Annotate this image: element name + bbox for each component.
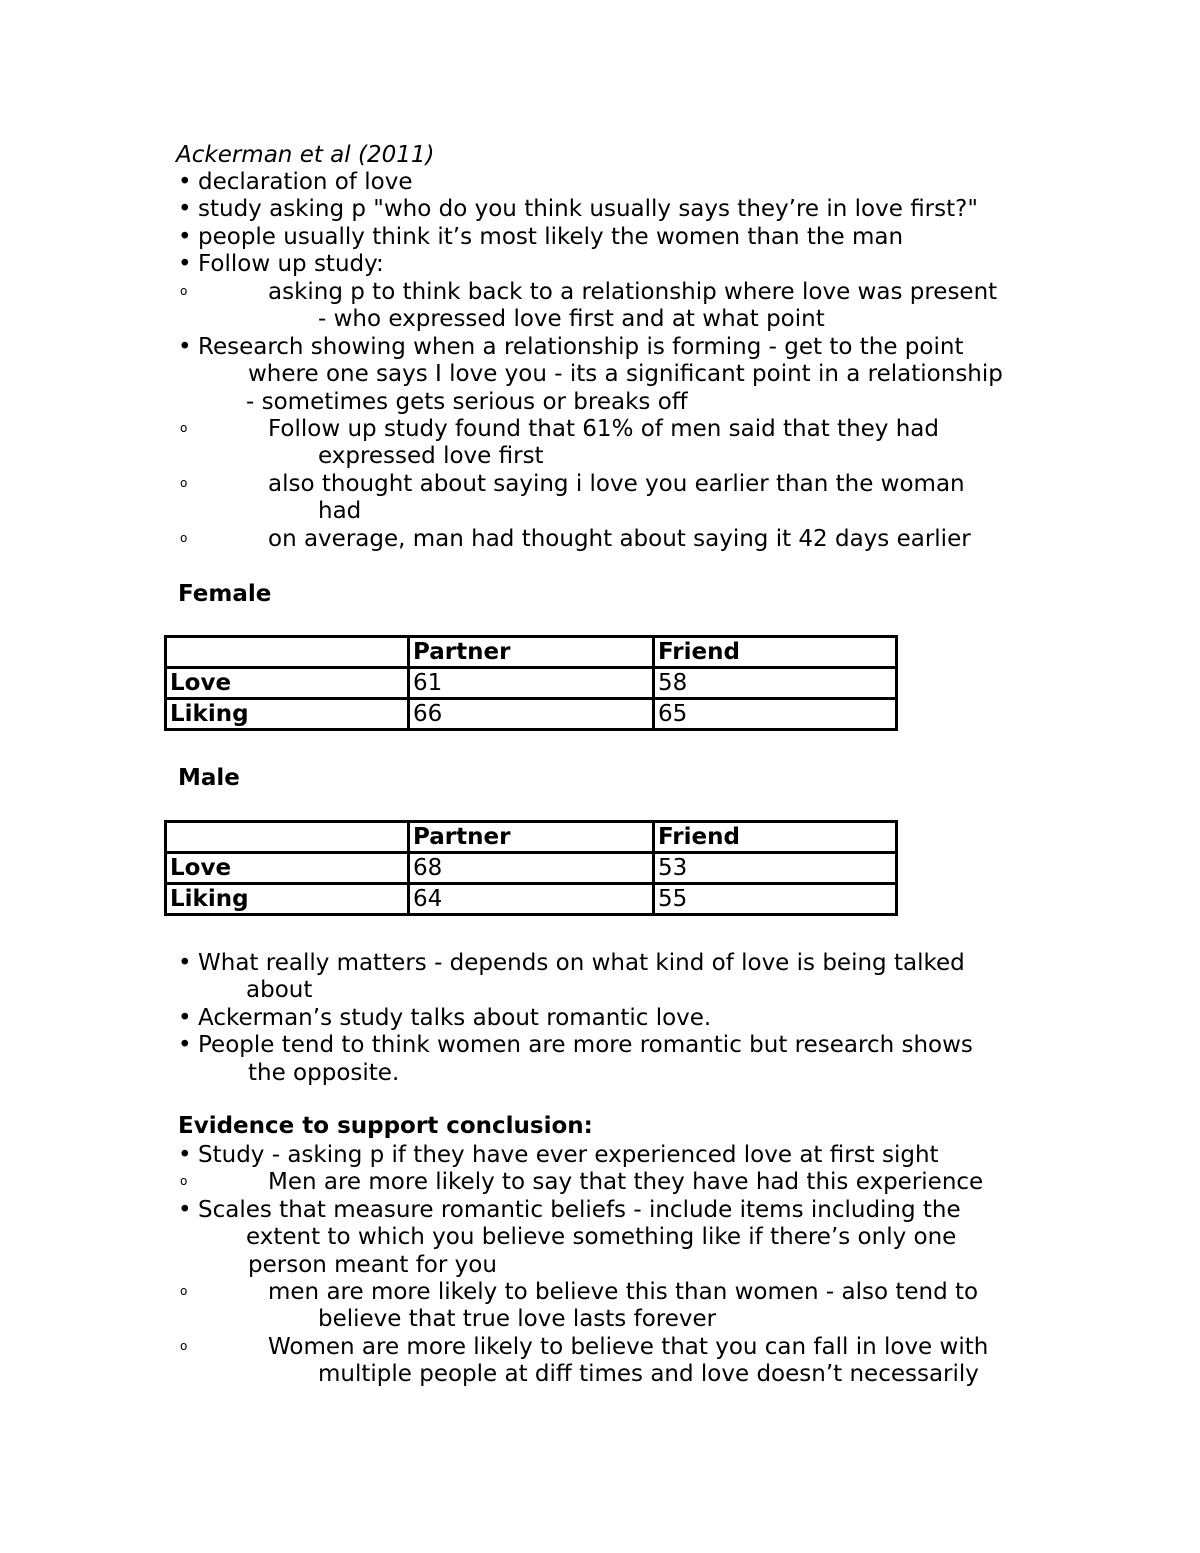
bullet-icon: • <box>178 251 192 277</box>
continuation-text: believe that true love lasts forever <box>318 1306 717 1332</box>
continuation-text: about <box>246 977 313 1003</box>
bullet-text: What really matters - depends on what kind of love is being talked <box>198 950 965 976</box>
sub-bullet-icon: o <box>180 421 188 435</box>
sub-bullet-icon: o <box>180 284 188 298</box>
table-cell: 66 <box>409 699 654 730</box>
bullet-icon: • <box>178 1032 192 1058</box>
continuation-text: the opposite. <box>248 1060 400 1086</box>
bullet-text: Follow up study: <box>198 251 384 277</box>
table-cell: 58 <box>654 668 897 699</box>
male-table <box>164 820 898 916</box>
bullet-icon: • <box>178 169 192 195</box>
bullet-text: Scales that measure romantic beliefs - include items including the <box>198 1197 961 1223</box>
table-cell: Love <box>166 853 409 884</box>
table-cell: 53 <box>654 853 897 884</box>
continuation-text: multiple people at diff times and love doesn’t necessarily <box>318 1361 979 1387</box>
female-heading: Female <box>178 581 272 607</box>
sub-bullet-icon: o <box>180 1339 188 1353</box>
bullet-text: Ackerman’s study talks about romantic love. <box>198 1005 712 1031</box>
sub-bullet-text: also thought about saying i love you earlier than the woman <box>268 471 965 497</box>
sub-bullet-text: Women are more likely to believe that you can fall in love with <box>268 1334 989 1360</box>
table-header-row <box>166 637 897 668</box>
bullet-text: study asking p "who do you think usually says they’re in love first?" <box>198 196 978 222</box>
table-row <box>166 853 897 884</box>
table-cell: 64 <box>409 884 654 915</box>
continuation-text: extent to which you believe something like if there’s only one <box>246 1224 957 1250</box>
table-row <box>166 668 897 699</box>
table-cell: 68 <box>409 853 654 884</box>
table-cell: Liking <box>166 884 409 915</box>
sub-bullet-text: Follow up study found that 61% of men said that they had <box>268 416 939 442</box>
table-cell: 61 <box>409 668 654 699</box>
bullet-text: declaration of love <box>198 169 413 195</box>
evidence-heading: Evidence to support conclusion: <box>178 1113 593 1139</box>
table-header-row <box>166 822 897 853</box>
table-cell: Friend <box>654 637 897 668</box>
table-cell: 55 <box>654 884 897 915</box>
table-cell: Love <box>166 668 409 699</box>
sub-bullet-text: asking p to think back to a relationship where love was present <box>268 279 998 305</box>
table-cell: Partner <box>409 822 654 853</box>
bullet-icon: • <box>178 1005 192 1031</box>
bullet-text: People tend to think women are more romantic but research shows <box>198 1032 973 1058</box>
table-cell: 65 <box>654 699 897 730</box>
table-cell: Friend <box>654 822 897 853</box>
table-cell: Liking <box>166 699 409 730</box>
bullet-icon: • <box>178 196 192 222</box>
continuation-text: expressed love first <box>318 443 544 469</box>
sub-bullet-text: on average, man had thought about saying it 42 days earlier <box>268 526 971 552</box>
sub-bullet-icon: o <box>180 1174 188 1188</box>
bullet-icon: • <box>178 224 192 250</box>
bullet-text: Study - asking p if they have ever experienced love at first sight <box>198 1142 939 1168</box>
bullet-icon: • <box>178 1197 192 1223</box>
sub-bullet-icon: o <box>180 476 188 490</box>
table-cell <box>166 637 409 668</box>
table-row <box>166 884 897 915</box>
table-cell: Partner <box>409 637 654 668</box>
document-title: Ackerman et al (2011) <box>176 142 435 168</box>
bullet-icon: • <box>178 950 192 976</box>
sub-bullet-icon: o <box>180 531 188 545</box>
male-heading: Male <box>178 765 240 791</box>
continuation-text: where one says I love you - its a significant point in a relationship <box>248 361 1003 387</box>
table-cell <box>166 822 409 853</box>
continuation-text: - sometimes gets serious or breaks off <box>246 389 688 415</box>
sub-bullet-icon: o <box>180 1284 188 1298</box>
sub-bullet-text: Men are more likely to say that they have had this experience <box>268 1169 984 1195</box>
sub-bullet-text: men are more likely to believe this than women - also tend to <box>268 1279 979 1305</box>
bullet-icon: • <box>178 1142 192 1168</box>
continuation-text: person meant for you <box>248 1252 497 1278</box>
continuation-text: had <box>318 498 362 524</box>
bullet-text: Research showing when a relationship is forming - get to the point <box>198 334 964 360</box>
continuation-text: - who expressed love first and at what point <box>318 306 825 332</box>
female-table <box>164 635 898 731</box>
table-row <box>166 699 897 730</box>
bullet-text: people usually think it’s most likely the women than the man <box>198 224 904 250</box>
bullet-icon: • <box>178 334 192 360</box>
